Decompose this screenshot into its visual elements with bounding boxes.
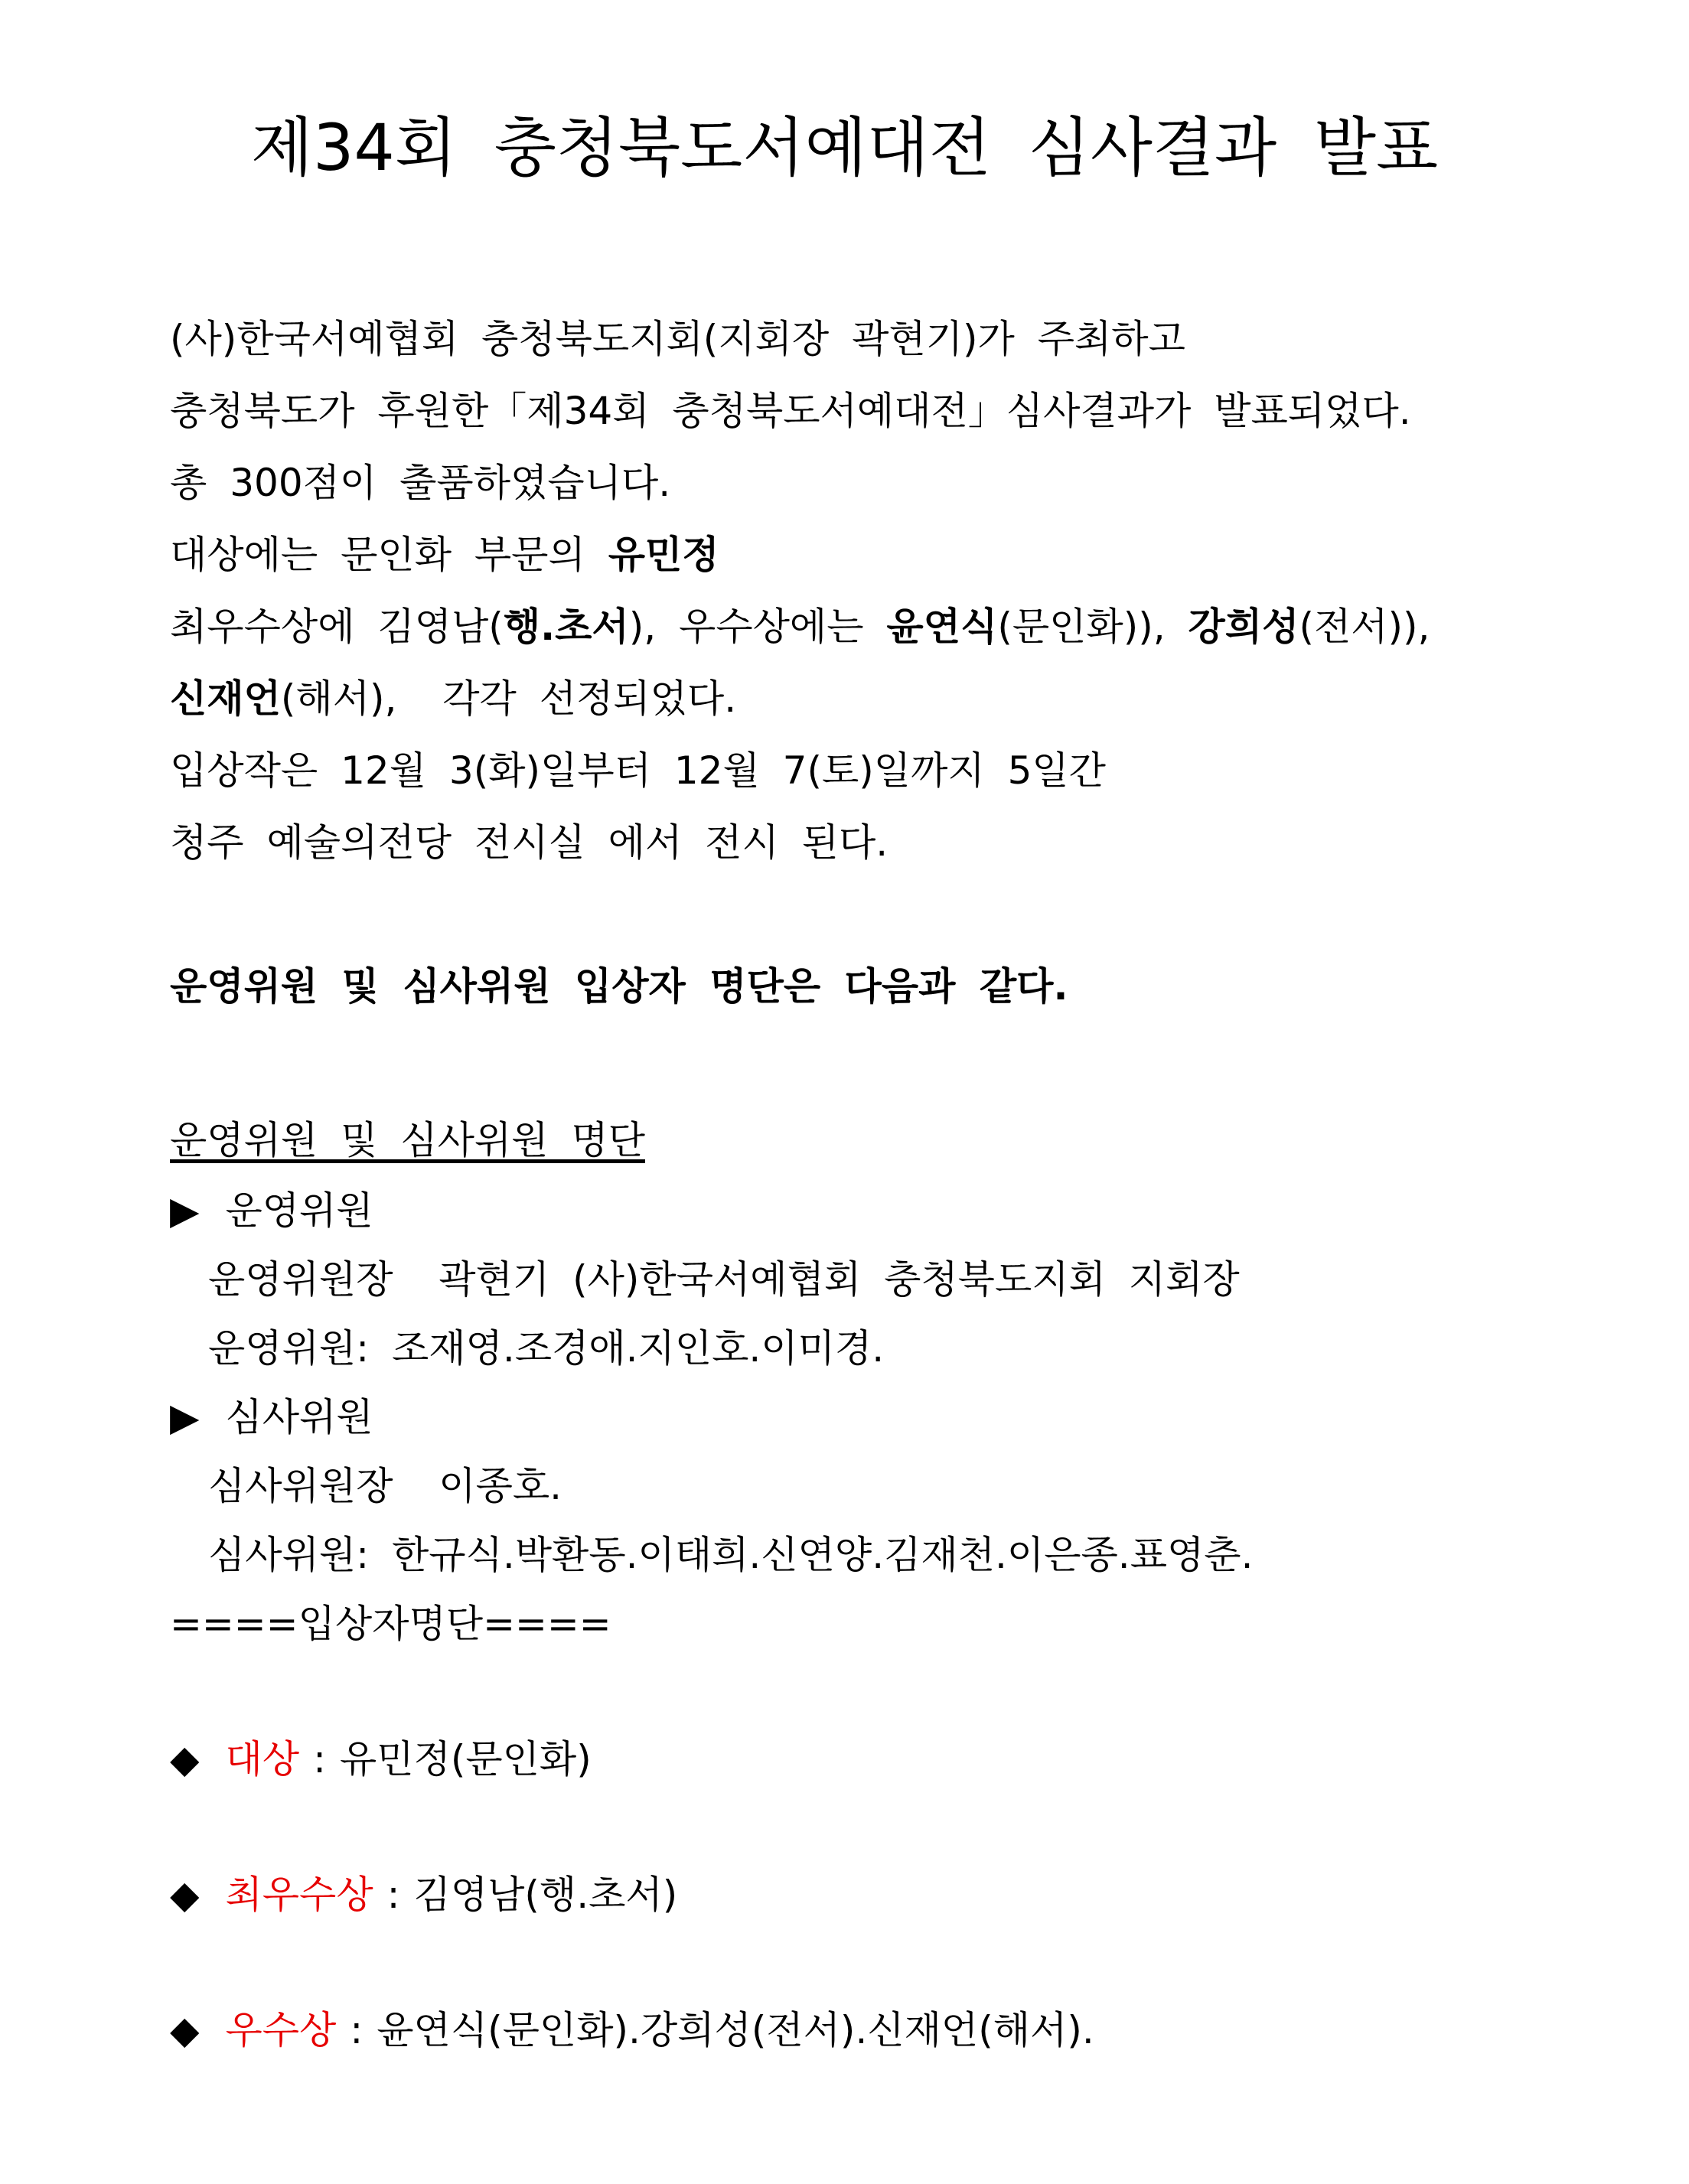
intro-line-5-a: 최우수상에 김영남(	[170, 605, 504, 649]
ops-committee-label: 운영위원	[225, 1188, 373, 1233]
intro-line-5-e: (문인화)),	[997, 605, 1188, 649]
award-winner: 김영남(행.초서)	[413, 1873, 678, 1917]
award-row	[170, 1868, 677, 1922]
judges-label-row	[170, 1390, 373, 1444]
judges-members: 심사위원: 한규식.박환동.이태희.신연양.김재천.이은종.표영춘.	[208, 1533, 1254, 1577]
ops-committee-members: 운영위원: 조재영.조경애.지인호.이미경.	[208, 1326, 885, 1371]
award-separator: :	[386, 1873, 400, 1917]
committee-heading: 운영위원 및 심사위원 명단	[170, 1118, 645, 1162]
intro-line-5-d: 윤연식	[886, 605, 998, 649]
intro-line-6-b: (해서), 각각 선정되었다.	[280, 676, 737, 721]
triangle-bullet-icon: ▶	[170, 1188, 200, 1233]
page-title: 제34회 충청북도서예대전 심사결과 발표	[250, 110, 1439, 185]
intro-line-5	[170, 600, 1430, 654]
intro-line-3: 총 300점이 출품하였습니다.	[170, 461, 671, 505]
intro-line-5-c: ), 우수상에는	[628, 605, 887, 649]
award-winner: 유민정(문인화)	[339, 1737, 592, 1781]
intro-line-2: 충청북도가 후원한「제34회 충청북도서예대전」심사결과가 발표되었다.	[170, 389, 1411, 433]
diamond-bullet-icon: ◆	[170, 2008, 200, 2052]
grand-prize-name: 유민정	[608, 533, 719, 577]
award-row	[170, 2003, 1094, 2057]
triangle-bullet-icon: ▶	[170, 1395, 200, 1439]
award-label: 최우수상	[225, 1873, 373, 1917]
judges-chair: 심사위원장 이종호.	[208, 1464, 562, 1508]
intro-line-7: 입상작은 12월 3(화)일부터 12월 7(토)일까지 5일간	[170, 748, 1106, 793]
section-heading: 운영위원 및 심사위원 입상자 명단은 다음과 같다.	[170, 964, 1068, 1009]
intro-line-8: 청주 예술의전당 전시실 에서 전시 된다.	[170, 820, 889, 865]
ops-committee-label-row	[170, 1184, 373, 1237]
award-separator: :	[313, 1737, 326, 1781]
intro-line-4-prefix: 대상에는 문인화 부문의	[170, 533, 608, 577]
intro-line-1: (사)한국서예협회 충청북도지회(지회장 곽현기)가 주최하고	[170, 317, 1185, 361]
award-label: 대상	[225, 1737, 300, 1781]
winners-heading: ====입상자명단====	[170, 1602, 611, 1646]
intro-line-6-a: 신재언	[170, 676, 281, 721]
intro-line-6	[170, 672, 736, 725]
award-winner: 윤연식(문인화).강희성(전서).신재언(해서).	[377, 2008, 1094, 2052]
intro-line-5-b: 행.초서	[503, 605, 629, 649]
intro-line-4	[170, 528, 719, 582]
intro-line-5-f: 강희성	[1188, 605, 1299, 649]
judges-label: 심사위원	[225, 1395, 373, 1439]
award-row	[170, 1733, 592, 1786]
diamond-bullet-icon: ◆	[170, 1873, 200, 1917]
intro-line-5-g: (전서)),	[1299, 605, 1430, 649]
diamond-bullet-icon: ◆	[170, 1737, 200, 1781]
award-label: 우수상	[225, 2008, 337, 2052]
ops-committee-chair: 운영위원장 곽현기 (사)한국서예협회 충청북도지회 지회장	[208, 1257, 1240, 1302]
award-separator: :	[350, 2008, 364, 2052]
